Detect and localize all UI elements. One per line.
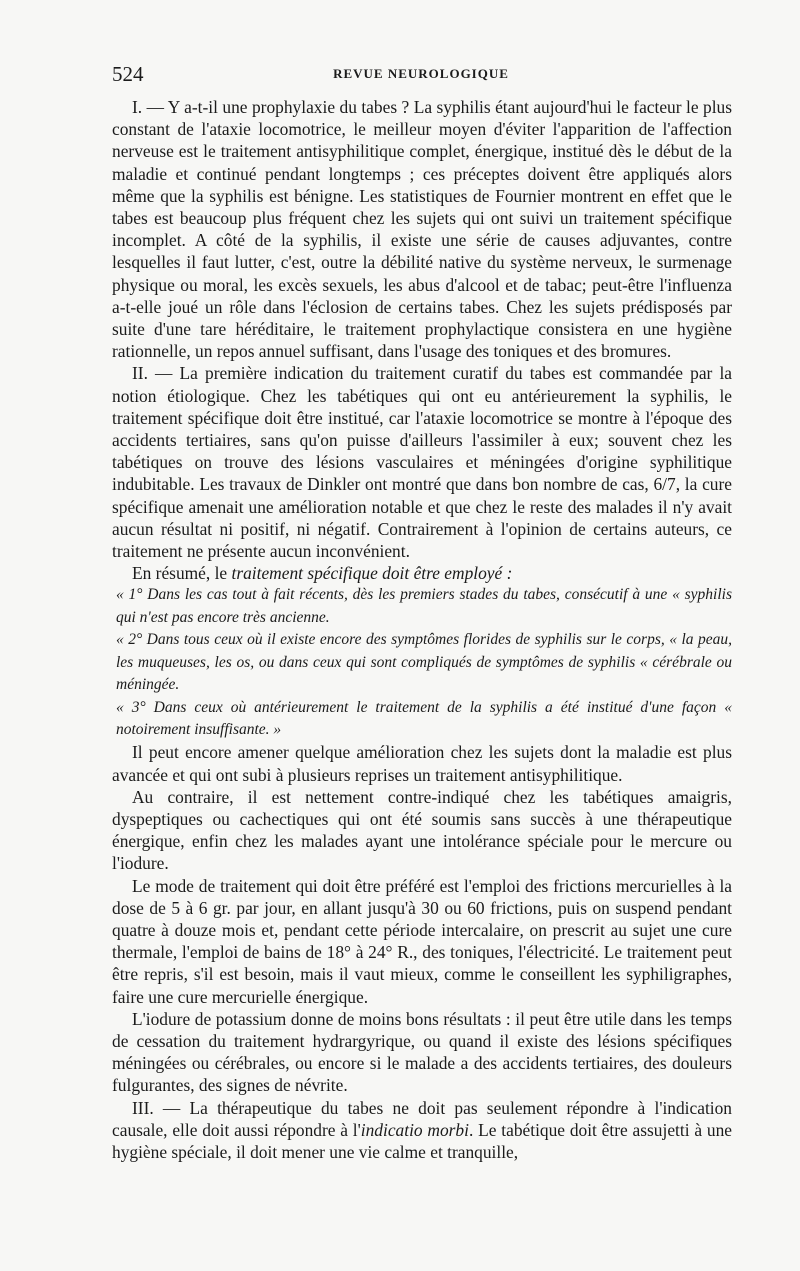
body-text — [112, 96, 732, 1163]
therapeutique-italic: indicatio morbi — [360, 1119, 469, 1140]
running-title: REVUE NEUROLOGIQUE — [333, 66, 509, 81]
paragraph-amelioration: Il peut encore amener quelque amélioration chez les sujets dont la maladie est plus avancée et qui ont subi à plusieurs reprises un traitement antisyphilitique. — [112, 742, 732, 785]
quote-item-2: « 2° Dans tous ceux où il existe encore des symptômes florides de syphilis sur le corps, « la peau, les muqueuses, les os, ou dans ceux qui sont compliqués de symptômes de syphilis « cérébrale ou méningée. — [116, 631, 732, 694]
therapeutique-lead: III. — La thérapeutique du tabes ne doit pas seulement répondre à l'indication causale, elle doit aussi répondre à l' — [112, 1097, 732, 1140]
paragraph-indication-curative: II. — La première indication du traitement curatif du tabes est commandée par la notion étiologique. Chez les tabétiques qui ont eu antérieurement la syphilis, le traitement spécifique doit être institué, car l'ataxie locomotrice se montre à l'époque des accidents tertiaires, sans qu'on puisse d'ailleurs l'assimiler à eux; souvent chez les tabétiques on trouve des lésions vasculaires et méningées d'origine syphilitique indubitable. Les travaux de Dinkler ont montré que dans bon nombre de cas, 6/7, la cure spécifique amenait une amélioration notable et que chez le reste des malades il n'y avait aucun résultat ni positif, ni négatif. Contrairement à l'opinion de certains auteurs, ce traitement ne présente aucun inconvénient. — [112, 363, 732, 562]
page-header — [112, 62, 730, 88]
quote-item-3: « 3° Dans ceux où antérieurement le traitement de la syphilis a été institué d'une façon « notoirement insuffisante. » — [116, 698, 732, 738]
paragraph-iodure: L'iodure de potassium donne de moins bons résultats : il peut être utile dans les temps de cessation du traitement hydrargyrique, ou quand il existe des lésions spécifiques méningées ou cérébrales, ou encore si le malade a des accidents tertiaires, des douleurs fulgurantes, des signes de névrite. — [112, 1008, 732, 1096]
paragraph-contre-indication: Au contraire, il est nettement contre-indiqué chez les tabétiques amaigris, dyspeptiques ou cachectiques qui ont été soumis sans succès à une thérapeutique énergique, enfin chez les malades ayant une intolérance spéciale pour le mercure ou l'iodure. — [112, 786, 732, 874]
paragraph-en-resume — [112, 562, 732, 584]
paragraph-mode-traitement: Le mode de traitement qui doit être préféré est l'emploi des frictions mercurielles à la dose de 5 à 6 gr. par jour, en allant jusqu'à 30 ou 60 frictions, puis on suspend pendant quatre à douze mois et, pendant cette période intercalaire, on prescrit au sujet une cure thermale, l'emploi de bains de 18° à 24° R., des toniques, l'électricité. Le traitement peut être repris, s'il est besoin, mais il vaut mieux, comme le conseillent les syphiligraphes, faire une cure mercurielle énergique. — [112, 875, 732, 1007]
paragraph-prophylaxie: I. — Y a-t-il une prophylaxie du tabes ? La syphilis étant aujourd'hui le facteur le plus constant de l'ataxie locomotrice, le meilleur moyen d'éviter l'apparition de l'affection nerveuse est le traitement antisyphilitique complet, énergique, institué dès le début de la maladie et continué pendant longtemps ; ces préceptes doivent être appliqués alors même que la syphilis est bénigne. Les statistiques de Fournier montrent en effet que le tabes est beaucoup plus fréquent chez les sujets qui ont suivi un traitement spécifique incomplet. A côté de la syphilis, il existe une série de causes adjuvantes, contre lesquelles il faut lutter, c'est, outre la débilité native du système nerveux, le surmenage physique ou moral, les excès sexuels, les abus d'alcool et de tabac; peut-être l'influenza a-t-elle joué un rôle dans l'éclosion de certains tabes. Chez les sujets prédisposés par suite d'une tare héréditaire, le traitement prophylactique consistera en une hygiène rationnelle, un repos annuel suffisant, dans l'usage des toniques et des bromures. — [112, 97, 732, 362]
page-number: 524 — [112, 62, 144, 86]
quote-item-1: « 1° Dans les cas tout à fait récents, dès les premiers stades du tabes, consécutif à une « syphilis qui n'est pas encore très ancienne. — [116, 586, 732, 626]
resume-italic: traitement spécifique doit être employé : — [231, 563, 513, 584]
therapeutique-tail: . Le tabétique doit être assujetti à une hygiène spéciale, il doit mener une vie calme et tranquille, — [112, 1119, 732, 1162]
resume-lead: En résumé, le — [132, 563, 232, 584]
paragraph-therapeutique — [112, 1097, 732, 1164]
